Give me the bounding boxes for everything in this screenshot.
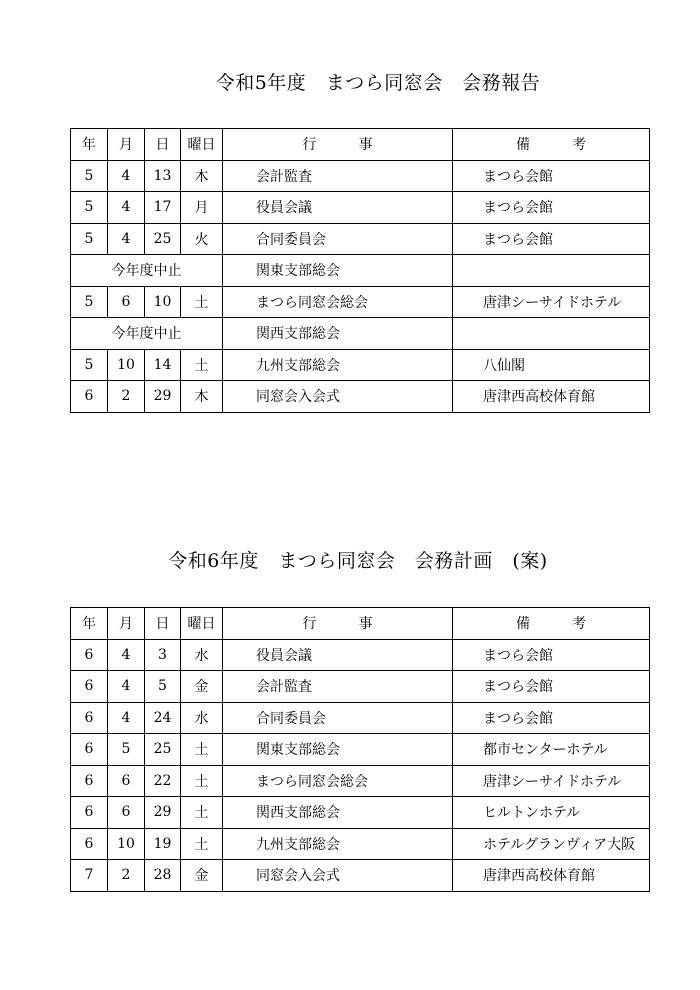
year-cell: 6 <box>71 765 108 797</box>
table-row <box>71 828 650 860</box>
note-cell: 唐津シーサイドホテル <box>453 286 650 318</box>
header-note: 備 考 <box>453 129 650 161</box>
note-cell: まつら会館 <box>453 223 650 255</box>
report-title: 令和5年度 まつら同窓会 会務報告 <box>215 72 541 94</box>
header-year: 年 <box>71 129 108 161</box>
header-weekday: 曜日 <box>181 608 223 640</box>
table-row <box>71 765 650 797</box>
year-cell: 5 <box>71 223 108 255</box>
month-cell: 2 <box>108 860 145 892</box>
note-cell: まつら会館 <box>453 702 650 734</box>
table-row <box>71 192 650 224</box>
table-row <box>71 318 650 350</box>
month-cell: 10 <box>108 828 145 860</box>
month-cell: 4 <box>108 160 145 192</box>
year-cell: 6 <box>71 828 108 860</box>
event-cell: 役員会議 <box>223 639 453 671</box>
month-cell: 10 <box>108 349 145 381</box>
table-row <box>71 223 650 255</box>
day-cell: 13 <box>145 160 181 192</box>
event-cell: まつら同窓会総会 <box>223 765 453 797</box>
month-cell: 4 <box>108 671 145 703</box>
event-cell: 九州支部総会 <box>223 828 453 860</box>
event-cell: 同窓会入会式 <box>223 381 453 413</box>
month-cell: 4 <box>108 223 145 255</box>
cancelled-cell: 今年度中止 <box>71 318 223 350</box>
weekday-cell: 土 <box>181 797 223 829</box>
table-header-row <box>71 608 650 640</box>
table-row <box>71 286 650 318</box>
note-cell: ヒルトンホテル <box>453 797 650 829</box>
note-cell <box>453 318 650 350</box>
event-cell: 会計監査 <box>223 671 453 703</box>
note-cell <box>453 255 650 287</box>
day-cell: 29 <box>145 381 181 413</box>
note-cell: 都市センターホテル <box>453 734 650 766</box>
day-cell: 10 <box>145 286 181 318</box>
weekday-cell: 土 <box>181 349 223 381</box>
year-cell: 5 <box>71 286 108 318</box>
header-event: 行 事 <box>223 129 453 161</box>
day-cell: 25 <box>145 223 181 255</box>
table-row <box>71 349 650 381</box>
day-cell: 14 <box>145 349 181 381</box>
weekday-cell: 土 <box>181 828 223 860</box>
month-cell: 4 <box>108 192 145 224</box>
event-cell: 同窓会入会式 <box>223 860 453 892</box>
table-row <box>71 381 650 413</box>
table-row <box>71 255 650 287</box>
day-cell: 19 <box>145 828 181 860</box>
event-cell: 会計監査 <box>223 160 453 192</box>
header-month: 月 <box>108 129 145 161</box>
year-cell: 6 <box>71 381 108 413</box>
month-cell: 4 <box>108 639 145 671</box>
table-row <box>71 734 650 766</box>
header-note: 備 考 <box>453 608 650 640</box>
note-cell: ホテルグランヴィア大阪 <box>453 828 650 860</box>
day-cell: 5 <box>145 671 181 703</box>
event-cell: 関東支部総会 <box>223 255 453 287</box>
day-cell: 28 <box>145 860 181 892</box>
event-cell: 関東支部総会 <box>223 734 453 766</box>
table-row <box>71 639 650 671</box>
plan-title: 令和6年度 まつら同窓会 会務計画 (案) <box>168 550 548 572</box>
event-cell: 合同委員会 <box>223 223 453 255</box>
month-cell: 5 <box>108 734 145 766</box>
note-cell: まつら会館 <box>453 160 650 192</box>
weekday-cell: 金 <box>181 671 223 703</box>
year-cell: 5 <box>71 160 108 192</box>
event-cell: 九州支部総会 <box>223 349 453 381</box>
header-weekday: 曜日 <box>181 129 223 161</box>
month-cell: 6 <box>108 797 145 829</box>
day-cell: 29 <box>145 797 181 829</box>
year-cell: 5 <box>71 349 108 381</box>
year-cell: 6 <box>71 702 108 734</box>
note-cell: 唐津西高校体育館 <box>453 860 650 892</box>
table-header-row <box>71 129 650 161</box>
day-cell: 24 <box>145 702 181 734</box>
report-table <box>70 128 650 413</box>
day-cell: 17 <box>145 192 181 224</box>
event-cell: 関西支部総会 <box>223 797 453 829</box>
year-cell: 6 <box>71 797 108 829</box>
table-row <box>71 160 650 192</box>
header-year: 年 <box>71 608 108 640</box>
weekday-cell: 火 <box>181 223 223 255</box>
weekday-cell: 土 <box>181 286 223 318</box>
note-cell: まつら会館 <box>453 671 650 703</box>
month-cell: 2 <box>108 381 145 413</box>
table-row <box>71 860 650 892</box>
event-cell: まつら同窓会総会 <box>223 286 453 318</box>
cancelled-cell: 今年度中止 <box>71 255 223 287</box>
table-row <box>71 797 650 829</box>
year-cell: 5 <box>71 192 108 224</box>
month-cell: 6 <box>108 286 145 318</box>
note-cell: 唐津シーサイドホテル <box>453 765 650 797</box>
weekday-cell: 木 <box>181 160 223 192</box>
weekday-cell: 月 <box>181 192 223 224</box>
day-cell: 3 <box>145 639 181 671</box>
table-row <box>71 671 650 703</box>
weekday-cell: 金 <box>181 860 223 892</box>
header-day: 日 <box>145 129 181 161</box>
note-cell: まつら会館 <box>453 639 650 671</box>
year-cell: 6 <box>71 671 108 703</box>
year-cell: 6 <box>71 734 108 766</box>
year-cell: 7 <box>71 860 108 892</box>
day-cell: 25 <box>145 734 181 766</box>
day-cell: 22 <box>145 765 181 797</box>
event-cell: 役員会議 <box>223 192 453 224</box>
plan-table <box>70 607 650 892</box>
event-cell: 関西支部総会 <box>223 318 453 350</box>
weekday-cell: 土 <box>181 734 223 766</box>
month-cell: 6 <box>108 765 145 797</box>
weekday-cell: 水 <box>181 639 223 671</box>
weekday-cell: 水 <box>181 702 223 734</box>
weekday-cell: 土 <box>181 765 223 797</box>
note-cell: まつら会館 <box>453 192 650 224</box>
month-cell: 4 <box>108 702 145 734</box>
header-day: 日 <box>145 608 181 640</box>
table-row <box>71 702 650 734</box>
header-event: 行 事 <box>223 608 453 640</box>
weekday-cell: 木 <box>181 381 223 413</box>
year-cell: 6 <box>71 639 108 671</box>
note-cell: 唐津西高校体育館 <box>453 381 650 413</box>
header-month: 月 <box>108 608 145 640</box>
note-cell: 八仙閣 <box>453 349 650 381</box>
event-cell: 合同委員会 <box>223 702 453 734</box>
